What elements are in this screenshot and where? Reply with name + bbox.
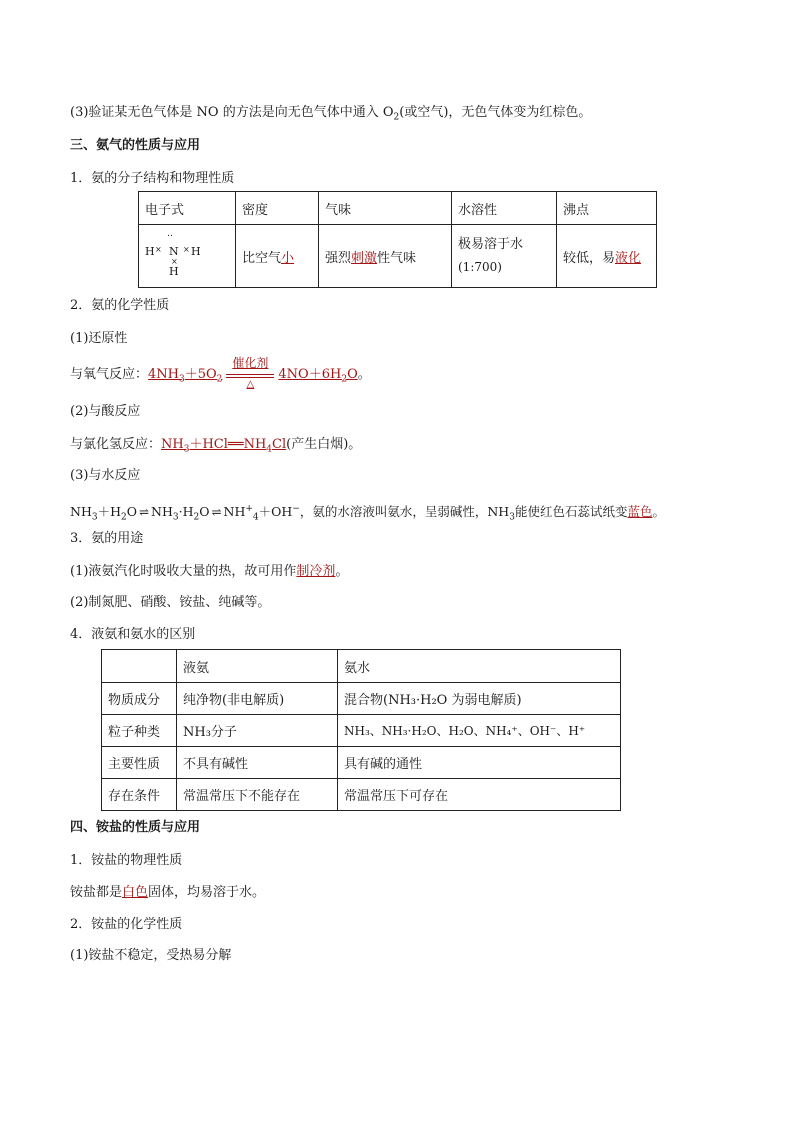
subheading-5: 1．铵盐的物理性质 <box>70 853 183 868</box>
catalyst-arrow: 催化剂 △ <box>226 368 274 378</box>
hcl-equation: $NH_3+HCl══NH_4Cl$ <box>161 437 287 455</box>
electron-formula: ‥ H × N × H × H <box>145 229 201 278</box>
col-header: 气味 <box>319 192 452 225</box>
col-header: 水溶性 <box>452 192 557 225</box>
unstable-label: (1)铵盐不稳定，受热易分解 <box>70 948 232 963</box>
liquid-ammonia-vs-ammonia-water-table <box>101 649 621 811</box>
boiling-point-cell: 较低，易液化 <box>557 225 657 288</box>
subheading-2: 2．氨的化学性质 <box>70 298 170 313</box>
subheading-6: 2．铵盐的化学性质 <box>70 917 183 932</box>
col-header: 电子式 <box>139 192 236 225</box>
table-cell: NH₃分子 <box>177 715 338 747</box>
water-reaction: $NH_3+H_2O$ ⇌ $NH_3\cdot H_2O$ ⇌ $NH^+_4+OH^-$，氨的水溶液叫氨水，呈弱碱性，$NH_3$能使红色石蕊试纸变蓝色。 <box>70 504 665 523</box>
col-header: 密度 <box>236 192 319 225</box>
row-label: 物质成分 <box>102 683 177 715</box>
water-reaction-label: (3)与水反应 <box>70 468 141 483</box>
subheading-4: 4．液氨和氨水的区别 <box>70 627 196 642</box>
solubility-cell: 极易溶于水 (1:700) <box>452 225 557 288</box>
table-cell: 常温常压下不能存在 <box>177 779 338 811</box>
table-cell: NH₃、NH₃·H₂O、H₂O、NH₄⁺、OH⁻、H⁺ <box>338 715 621 747</box>
col-header: 氨水 <box>338 650 621 683</box>
oxygen-equation: $4NH_3+5O_2$ <box>148 367 223 385</box>
odor-cell: 强烈刺激性气味 <box>319 225 452 288</box>
ammonium-physical: 铵盐都是白色固体，均易溶于水。 <box>70 885 266 900</box>
row-label: 存在条件 <box>102 779 177 811</box>
ammonia-properties-table <box>138 191 657 288</box>
electron-formula-cell <box>139 225 236 288</box>
row-label: 主要性质 <box>102 747 177 779</box>
acid-reaction-label: (2)与酸反应 <box>70 404 141 419</box>
reducibility-label: (1)还原性 <box>70 331 128 346</box>
col-header: 液氨 <box>177 650 338 683</box>
section-heading-4: 四、铵盐的性质与应用 <box>70 820 201 835</box>
row-label: 粒子种类 <box>102 715 177 747</box>
hcl-reaction: 与氯化氢反应：$NH_3+HCl══NH_4Cl$(产生白烟)。 <box>70 437 362 455</box>
oxygen-reaction: 与氧气反应：$4NH_3+5O_2$ 催化剂 △ $4NO+6H_2O$。 <box>70 356 371 390</box>
section-heading-3: 三、氨气的性质与应用 <box>70 138 201 153</box>
use-1: (1)液氨汽化时吸收大量的热，故可用作制冷剂。 <box>70 564 349 579</box>
sec3-item3: (3)验证某无色气体是 NO 的方法是向无色气体中通入 $O_2$(或空气)，无色气体变为红棕色。 <box>70 105 592 123</box>
corner-cell <box>102 650 177 683</box>
table-cell: 纯净物(非电解质) <box>177 683 338 715</box>
use-2: (2)制氮肥、硝酸、铵盐、纯碱等。 <box>70 595 271 610</box>
table-cell: 不具有碱性 <box>177 747 338 779</box>
table-cell: 具有碱的通性 <box>338 747 621 779</box>
table-cell: 常温常压下可存在 <box>338 779 621 811</box>
subheading-1: 1．氨的分子结构和物理性质 <box>70 171 235 186</box>
table-cell: 混合物(NH₃·H₂O 为弱电解质) <box>338 683 621 715</box>
subheading-3: 3．氨的用途 <box>70 531 144 546</box>
col-header: 沸点 <box>557 192 657 225</box>
density-cell: 比空气小 <box>236 225 319 288</box>
